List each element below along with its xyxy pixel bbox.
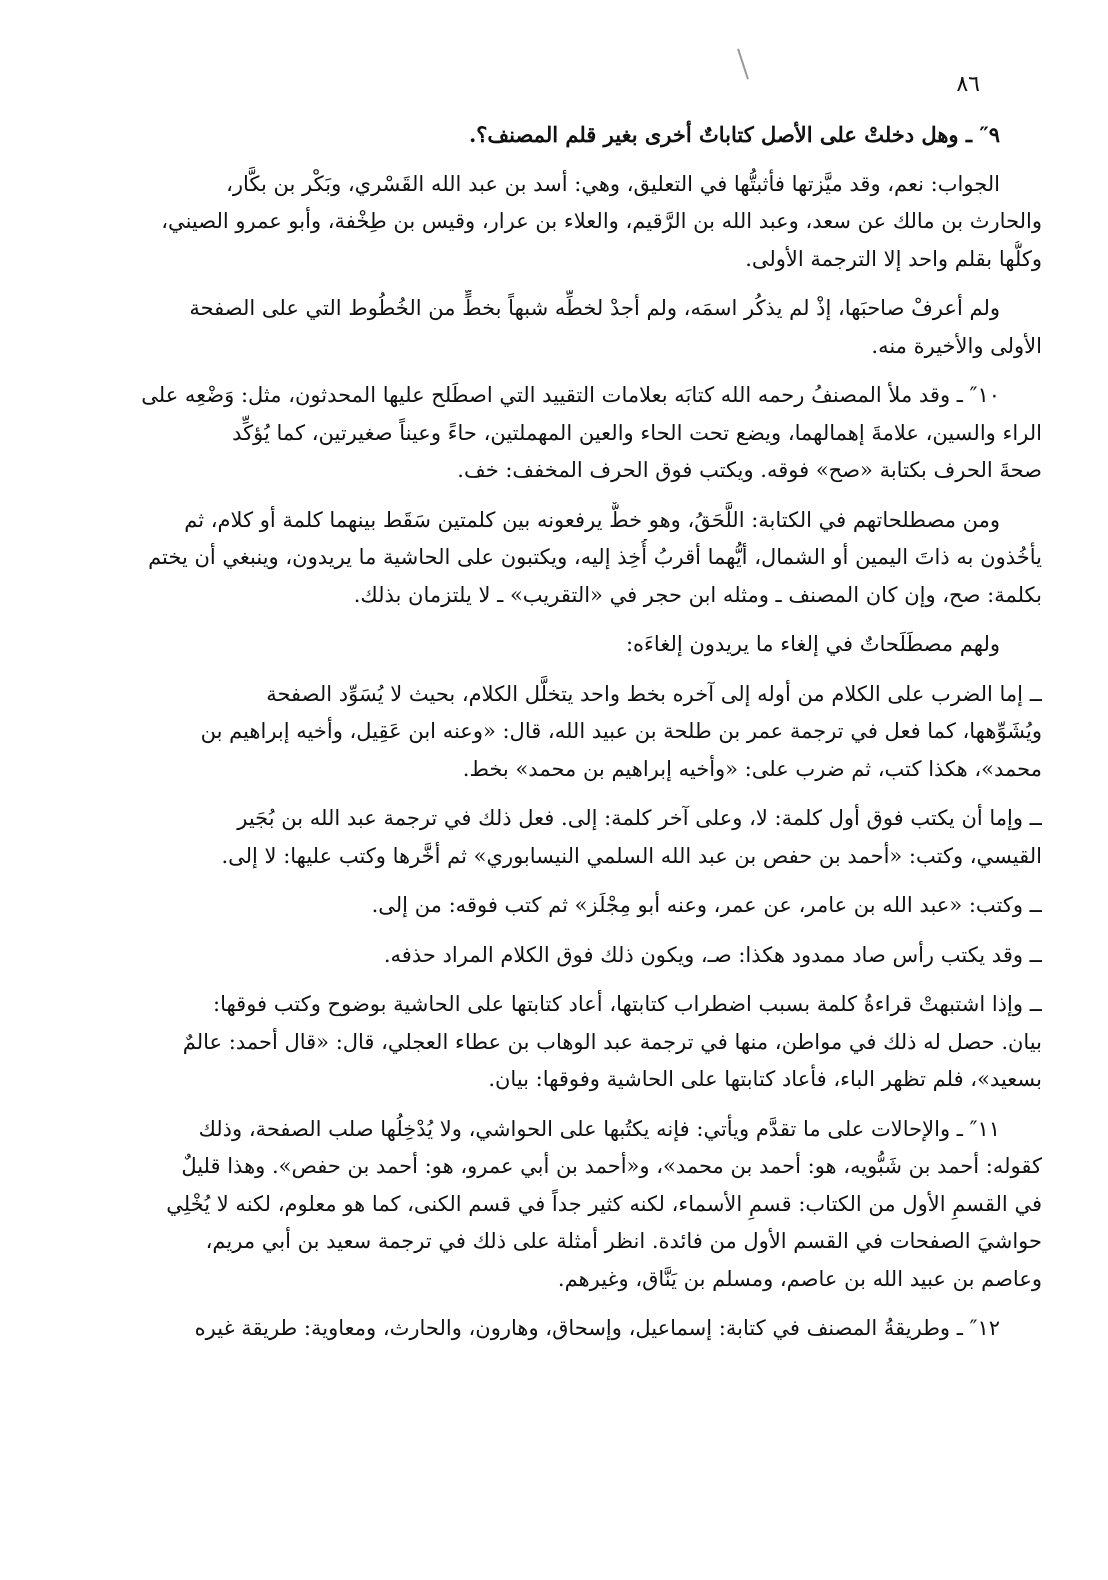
text-line: ولم أعرفْ صاحبَها، إذْ لم يذكُر اسمَه، ولم أجدْ لخطِّه شبهاً بخطٍّ من الخُطُوط التي على الصفحة bbox=[189, 296, 1000, 320]
text-line: ــ وإما أن يكتب فوق أول كلمة: لا، وعلى آخر كلمة: إلى. فعل ذلك في ترجمة عبد الله بن بُجَير bbox=[237, 806, 1042, 830]
text-line: الأولى والأخيرة منه. bbox=[871, 333, 1042, 358]
text-line: ١١″ ـ والإحالات على ما تقدَّم ويأتي: فإنه يكتُبها على الحواشي، ولا يُدْخِلُها صلب الصفحة، وذلك bbox=[198, 1116, 1000, 1141]
page-body bbox=[34, 116, 1042, 1360]
text-line: ــ إما الضرب على الكلام من أوله إلى آخره بخط واحد يتخلَّل الكلام، بحيث لا يُسَوِّد الصفحة bbox=[266, 681, 1042, 706]
text-line: ٩″ ـ وهل دخلتْ على الأصل كتاباتٌ أخرى بغير قلم المصنف؟. bbox=[468, 122, 1000, 147]
text-line: ومن مصطلحاتهم في الكتابة: اللَّحَقُ، وهو خطٌّ يرفعونه بين كلمتين سَقَط بينهما كلمة أو كلام، ثم bbox=[184, 507, 1000, 532]
text-line: في القسمِ الأول من الكتاب: قسمِ الأسماء، لكنه كثير جداً في قسم الكنى، كما هو معلوم، لكنه لا يُخْلِي bbox=[166, 1191, 1042, 1216]
paragraph-ilgha bbox=[34, 626, 1042, 664]
text-line: بسعيد»، فلم تظهر الباء، فأعاد كتابتها على الحاشية وفوقها: بيان. bbox=[488, 1067, 1042, 1091]
paragraph-darb bbox=[34, 676, 1042, 789]
text-line: صحةَ الحرف بكتابة «صح» فوقه. ويكتب فوق الحرف المخفف: خف. bbox=[457, 458, 1042, 482]
ink-stroke-mark bbox=[737, 48, 749, 79]
text-line: بيان. حصل له ذلك في مواطن، منها في ترجمة عبد الوهاب بن عطاء العجلي، قال: «قال أحمد: عالمٌ bbox=[182, 1029, 1042, 1054]
text-line: القيسي، وكتب: «أحمد بن حفص بن عبد الله السلمي النيسابوري» ثم أخَّرها وكتب عليها: لا إلى. bbox=[221, 843, 1042, 868]
text-line: ولهم مصطَلَحاتٌ في إلغاء ما يريدون إلغاءَه: bbox=[625, 632, 1000, 656]
text-line: ١٠″ ـ وقد ملأ المصنفُ رحمه الله كتابَه بعلامات التقييد التي اصطَلح عليها المحدثون، مثل: وَضْعِه على bbox=[141, 383, 1000, 407]
text-line: ١٢″ ـ وطريقةُ المصنف في كتابة: إسماعيل، وإسحاق، وهارون، والحارث، ومعاوية: طريقة غيره bbox=[194, 1316, 1000, 1340]
paragraph-min-ila bbox=[34, 887, 1042, 925]
paragraph-unknown-hand bbox=[34, 290, 1042, 365]
paragraph-la-ila bbox=[34, 800, 1042, 875]
text-line: الراء والسين، علامةَ إهمالهما، ويضع تحت الحاء والعين المهملتين، حاءً وعيناً صغيرتين، كما يُؤكِّد bbox=[232, 420, 1042, 445]
text-line: محمد»، هكذا كتب، ثم ضرب على: «وأخيه إبراهيم بن محمد» بخط. bbox=[462, 756, 1042, 781]
text-line: ــ وكتب: «عبد الله بن عامر، عن عمر، وعنه أبو مِجْلَز» ثم كتب فوقه: من إلى. bbox=[371, 893, 1042, 917]
paragraph-item-11 bbox=[34, 1111, 1042, 1299]
text-line: بكلمة: صح، وإن كان المصنف ـ ومثله ابن حجر في «التقريب» ـ لا يلتزمان بذلك. bbox=[353, 582, 1042, 607]
text-line: وعاصم بن عبيد الله بن عاصم، ومسلم بن يَنَّاق، وغيرهم. bbox=[557, 1266, 1042, 1291]
paragraph-item-9 bbox=[34, 116, 1042, 154]
paragraph-sad bbox=[34, 937, 1042, 975]
paragraph-item-12 bbox=[34, 1310, 1042, 1348]
text-line: يأخُذون به ذاتَ اليمين أو الشمال، أيُّهما أقربُ أُخِذ إليه، ويكتبون على الحاشية ما يريدون، وينبغي أن يختم bbox=[148, 545, 1042, 569]
text-line: ــ وقد يكتب رأس صاد ممدود هكذا: صـ، ويكون ذلك فوق الكلام المراد حذفه. bbox=[383, 942, 1042, 967]
text-line: والحارث بن مالك عن سعد، وعبد الله بن الرَّقيم، والعلاء بن عرار، وقيس بن طِخْفة، وأبو عمرو الصيني، bbox=[161, 209, 1042, 233]
text-line: ويُشَوِّهها، كما فعل في ترجمة عمر بن طلحة بن عبيد الله، قال: «وعنه ابن عَقِيل، وأخيه إبراهيم بن bbox=[200, 719, 1042, 743]
text-line: الجواب: نعم، وقد ميَّزتها فأثبتُّها في التعليق، وهي: أسد بن عبد الله القَسْري، وبَكْر بن بكَّار، bbox=[226, 171, 1000, 196]
page-number: ٨٦ bbox=[956, 72, 980, 97]
paragraph-bayan bbox=[34, 986, 1042, 1099]
text-line: كقوله: أحمد بن شَبُّويه، هو: أحمد بن محمد»، و«أحمد بن أبي عمرو، هو: أحمد بن حفص». وهذا قليلٌ bbox=[181, 1154, 1042, 1178]
paragraph-lahaq bbox=[34, 502, 1042, 615]
text-line: حواشيَ الصفحات في القسم الأول من فائدة. انظر أمثلة على ذلك في ترجمة سعيد بن أبي مريم، bbox=[205, 1229, 1042, 1253]
text-line: وكلُّها بقلم واحد إلا الترجمة الأولى. bbox=[745, 246, 1042, 271]
paragraph-answer bbox=[34, 166, 1042, 279]
paragraph-item-10 bbox=[34, 377, 1042, 490]
text-line: ــ وإذا اشتبهتْ قراءةُ كلمة بسبب اضطراب كتابتها، أعاد كتابتها على الحاشية بوضوح وكتب فوقها: bbox=[213, 992, 1042, 1016]
